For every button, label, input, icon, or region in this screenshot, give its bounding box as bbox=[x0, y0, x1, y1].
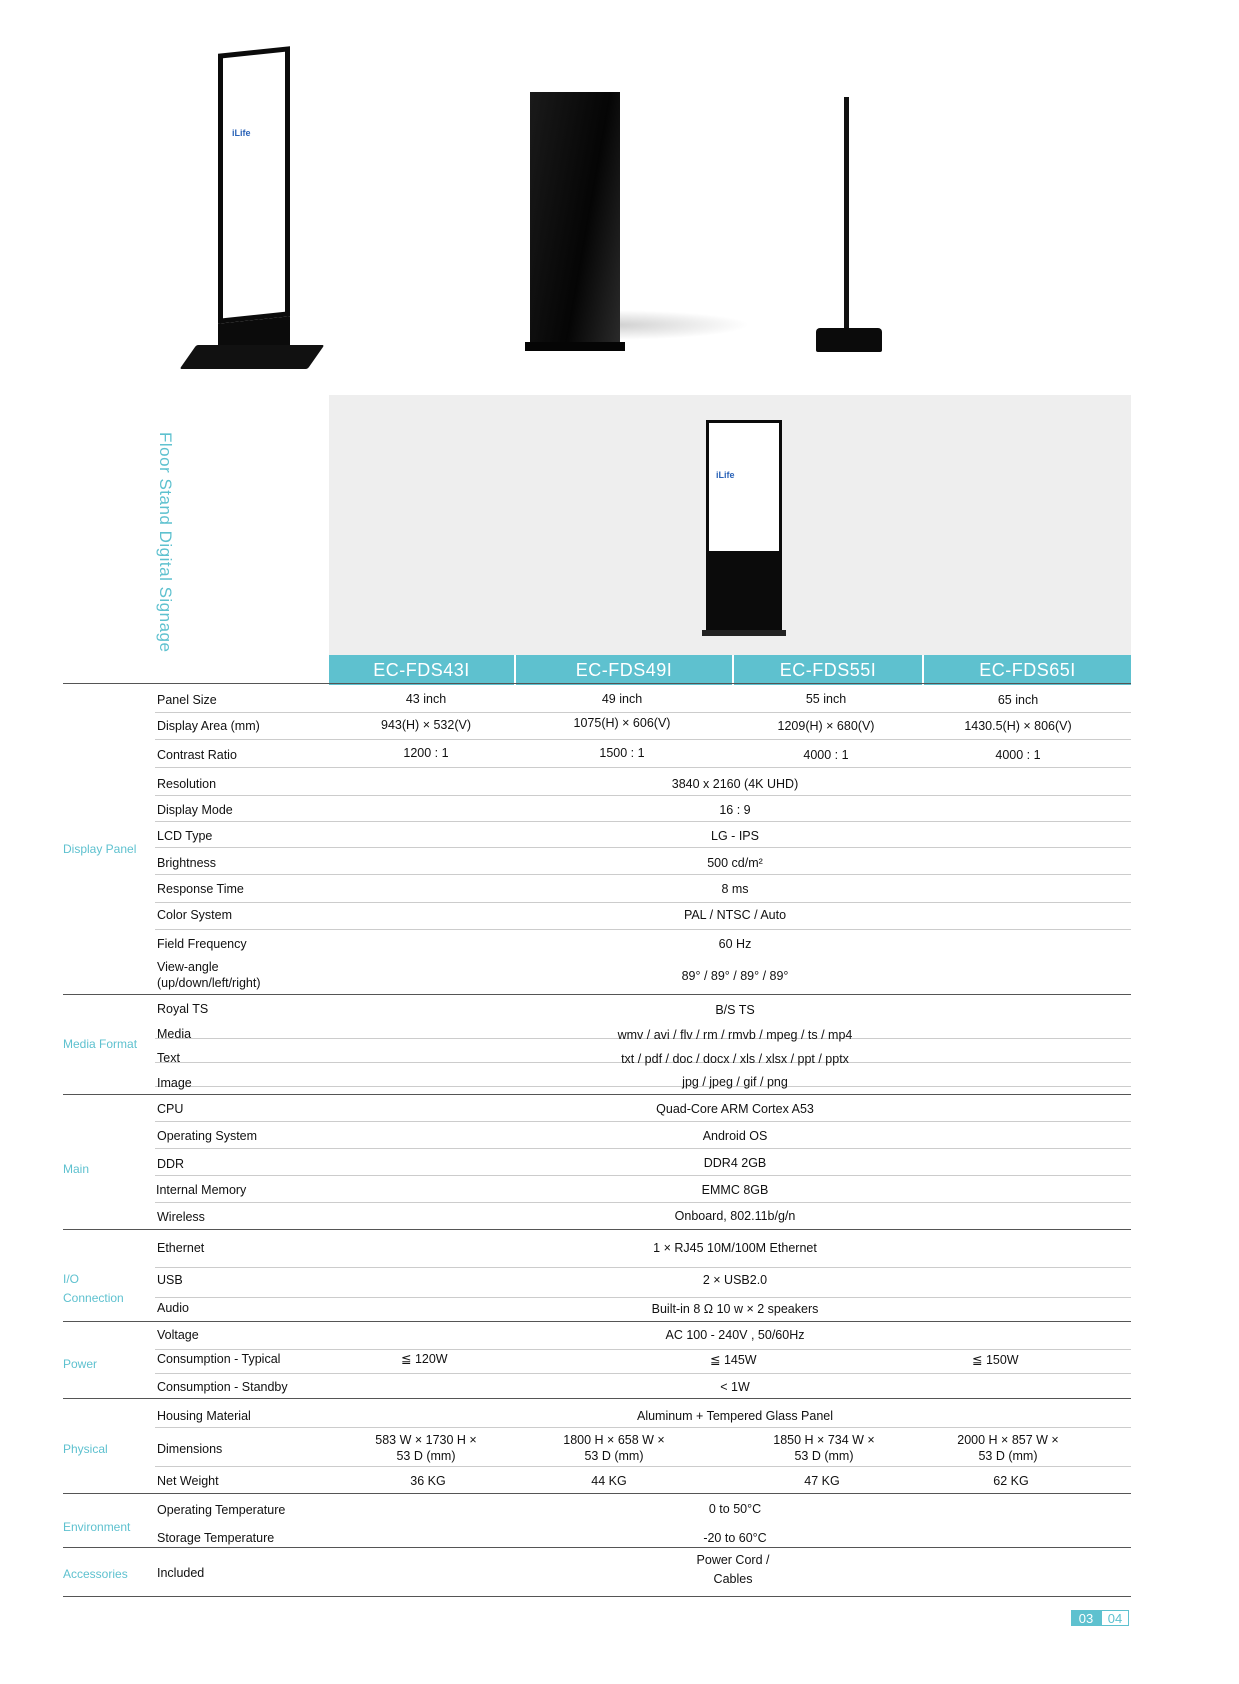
spec-value: 1200 : 1 bbox=[403, 746, 449, 760]
spec-value: 1 × RJ45 10M/100M Ethernet bbox=[653, 1241, 817, 1255]
row-divider bbox=[155, 712, 1131, 713]
spec-value: 43 inch bbox=[405, 692, 447, 706]
spec-value: 47 KG bbox=[804, 1474, 840, 1488]
row-label: Resolution bbox=[157, 777, 217, 791]
row-divider bbox=[155, 795, 1131, 796]
row-label: Consumption - Typical bbox=[157, 1352, 281, 1366]
spec-value: 2 × USB2.0 bbox=[702, 1273, 768, 1287]
row-label: Media bbox=[157, 1027, 192, 1041]
row-divider bbox=[155, 1297, 1131, 1298]
spec-value: B/S TS bbox=[715, 1003, 755, 1017]
row-label: Storage Temperature bbox=[157, 1531, 275, 1545]
model-header: EC-FDS43I bbox=[329, 655, 514, 685]
row-divider bbox=[155, 1427, 1131, 1428]
spec-value: 62 KG bbox=[993, 1474, 1029, 1488]
row-divider bbox=[155, 847, 1131, 848]
category-label: Main bbox=[63, 1162, 90, 1176]
row-divider bbox=[155, 1349, 1131, 1350]
row-divider bbox=[155, 1202, 1131, 1203]
row-divider bbox=[155, 1175, 1131, 1176]
spec-value: 60 Hz bbox=[718, 937, 752, 951]
row-label: LCD Type bbox=[157, 829, 213, 843]
side-title: Floor Stand Digital Signage bbox=[156, 432, 175, 653]
row-label: Ethernet bbox=[157, 1241, 205, 1255]
spec-value: Built-in 8 Ω 10 w × 2 speakers bbox=[651, 1302, 819, 1316]
spec-value: Quad-Core ARM Cortex A53 bbox=[656, 1102, 814, 1116]
section-divider bbox=[63, 1321, 1131, 1322]
row-divider bbox=[155, 767, 1131, 768]
row-label: Net Weight bbox=[157, 1474, 219, 1488]
spec-value: 36 KG bbox=[410, 1474, 446, 1488]
category-label: Physical bbox=[63, 1442, 108, 1456]
section-divider bbox=[63, 1229, 1131, 1230]
spec-value: 1500 : 1 bbox=[599, 746, 645, 760]
category-label: Display Panel bbox=[63, 842, 137, 856]
spec-value: txt / pdf / doc / docx / xls / xlsx / ppt / pptx bbox=[621, 1052, 849, 1066]
spec-value: Android OS bbox=[702, 1129, 768, 1143]
row-label: Housing Material bbox=[157, 1409, 251, 1423]
spec-value: LG - IPS bbox=[711, 829, 759, 843]
spec-value: AC 100 - 240V , 50/60Hz bbox=[665, 1328, 805, 1342]
row-label: Panel Size bbox=[157, 693, 217, 707]
model-header: EC-FDS49I bbox=[516, 655, 732, 685]
category-label: Power bbox=[63, 1357, 98, 1371]
row-divider bbox=[155, 1148, 1131, 1149]
spec-value: ≦ 145W bbox=[710, 1353, 757, 1367]
spec-value: 3840 x 2160 (4K UHD) bbox=[671, 777, 799, 791]
row-label: CPU bbox=[157, 1102, 184, 1116]
screen-logo: iLife bbox=[232, 128, 251, 138]
row-divider bbox=[155, 739, 1131, 740]
row-divider bbox=[155, 1086, 1131, 1087]
row-label: Display Mode bbox=[157, 803, 233, 817]
spec-value: 1430.5(H) × 806(V) bbox=[964, 719, 1072, 733]
row-label: Wireless bbox=[157, 1210, 205, 1224]
category-label: Environment bbox=[63, 1520, 131, 1534]
spec-value: < 1W bbox=[720, 1380, 750, 1394]
spec-value: Power Cord / Cables bbox=[696, 1553, 770, 1586]
row-label: Field Frequency bbox=[157, 937, 247, 951]
row-label: Operating System bbox=[157, 1129, 258, 1143]
spec-value: 16 : 9 bbox=[719, 803, 751, 817]
section-divider bbox=[63, 1547, 1131, 1548]
row-label: Included bbox=[157, 1566, 205, 1580]
row-label: Consumption - Standby bbox=[157, 1380, 288, 1394]
row-label: USB bbox=[157, 1273, 183, 1287]
section-divider bbox=[63, 683, 1131, 684]
spec-value: 4000 : 1 bbox=[995, 748, 1041, 762]
row-label: Voltage bbox=[157, 1328, 199, 1342]
section-divider bbox=[63, 994, 1131, 995]
spec-value: 55 inch bbox=[805, 692, 847, 706]
row-divider bbox=[155, 1267, 1131, 1268]
spec-value: 1800 H × 658 W × 53 D (mm) bbox=[563, 1433, 665, 1463]
row-divider bbox=[155, 902, 1131, 903]
spec-value: jpg / jpeg / gif / png bbox=[682, 1075, 788, 1089]
spec-value: 583 W × 1730 H × 53 D (mm) bbox=[375, 1433, 477, 1463]
section-divider bbox=[63, 1493, 1131, 1494]
row-divider bbox=[155, 929, 1131, 930]
row-label: Display Area (mm) bbox=[157, 719, 260, 733]
spec-value: 44 KG bbox=[591, 1474, 627, 1488]
section-divider bbox=[63, 1094, 1131, 1095]
spec-value: 2000 H × 857 W × 53 D (mm) bbox=[957, 1433, 1059, 1463]
row-label: View-angle (up/down/left/right) bbox=[157, 960, 261, 990]
spec-value: DDR4 2GB bbox=[703, 1156, 767, 1170]
spec-value: 8 ms bbox=[721, 882, 749, 896]
spec-value: 943(H) × 532(V) bbox=[381, 718, 471, 732]
row-label: Audio bbox=[157, 1301, 189, 1315]
row-label: Royal TS bbox=[157, 1002, 209, 1016]
row-divider bbox=[155, 1373, 1131, 1374]
spec-value: Onboard, 802.11b/g/n bbox=[674, 1209, 796, 1223]
spec-value: PAL / NTSC / Auto bbox=[683, 908, 787, 922]
row-label: Color System bbox=[157, 908, 233, 922]
row-label: Operating Temperature bbox=[157, 1503, 286, 1517]
row-label: Dimensions bbox=[157, 1442, 223, 1456]
category-label: Accessories bbox=[63, 1567, 128, 1581]
row-label: DDR bbox=[157, 1157, 185, 1171]
spec-value: 1209(H) × 680(V) bbox=[777, 719, 875, 733]
model-header: EC-FDS65I bbox=[924, 655, 1131, 685]
section-divider bbox=[63, 1596, 1131, 1597]
screen-logo: iLife bbox=[716, 470, 735, 480]
spec-value: wmv / avi / flv / rm / rmvb / mpeg / ts / mp4 bbox=[617, 1028, 853, 1042]
page-number-current[interactable]: 03 bbox=[1071, 1610, 1101, 1626]
spec-value: EMMC 8GB bbox=[701, 1183, 769, 1197]
row-label: Image bbox=[157, 1076, 192, 1090]
row-label: Internal Memory bbox=[156, 1183, 247, 1197]
spec-value: 65 inch bbox=[997, 693, 1039, 707]
spec-value: 89° / 89° / 89° / 89° bbox=[681, 969, 789, 983]
spec-value: Aluminum + Tempered Glass Panel bbox=[636, 1409, 834, 1423]
spec-value: ≦ 150W bbox=[972, 1353, 1019, 1367]
spec-value: 49 inch bbox=[601, 692, 643, 706]
row-divider bbox=[155, 874, 1131, 875]
spec-value: 1850 H × 734 W × 53 D (mm) bbox=[773, 1433, 875, 1463]
spec-value: 4000 : 1 bbox=[803, 748, 849, 762]
spec-value: 500 cd/m² bbox=[707, 856, 763, 870]
row-label: Response Time bbox=[157, 882, 244, 896]
category-label: I/O Connection bbox=[63, 1272, 124, 1305]
row-divider bbox=[155, 821, 1131, 822]
spec-value: -20 to 60°C bbox=[703, 1531, 767, 1545]
row-divider bbox=[155, 1466, 1131, 1467]
row-divider bbox=[155, 1121, 1131, 1122]
page-number-next[interactable]: 04 bbox=[1101, 1610, 1129, 1626]
spec-value: ≦ 120W bbox=[401, 1352, 448, 1366]
model-header: EC-FDS55I bbox=[734, 655, 922, 685]
section-divider bbox=[63, 1398, 1131, 1399]
row-label: Brightness bbox=[157, 856, 217, 870]
row-label: Contrast Ratio bbox=[157, 748, 237, 762]
row-label: Text bbox=[157, 1051, 180, 1065]
spec-value: 0 to 50°C bbox=[708, 1502, 762, 1516]
spec-value: 1075(H) × 606(V) bbox=[573, 716, 671, 730]
category-label: Media Format bbox=[63, 1037, 138, 1051]
